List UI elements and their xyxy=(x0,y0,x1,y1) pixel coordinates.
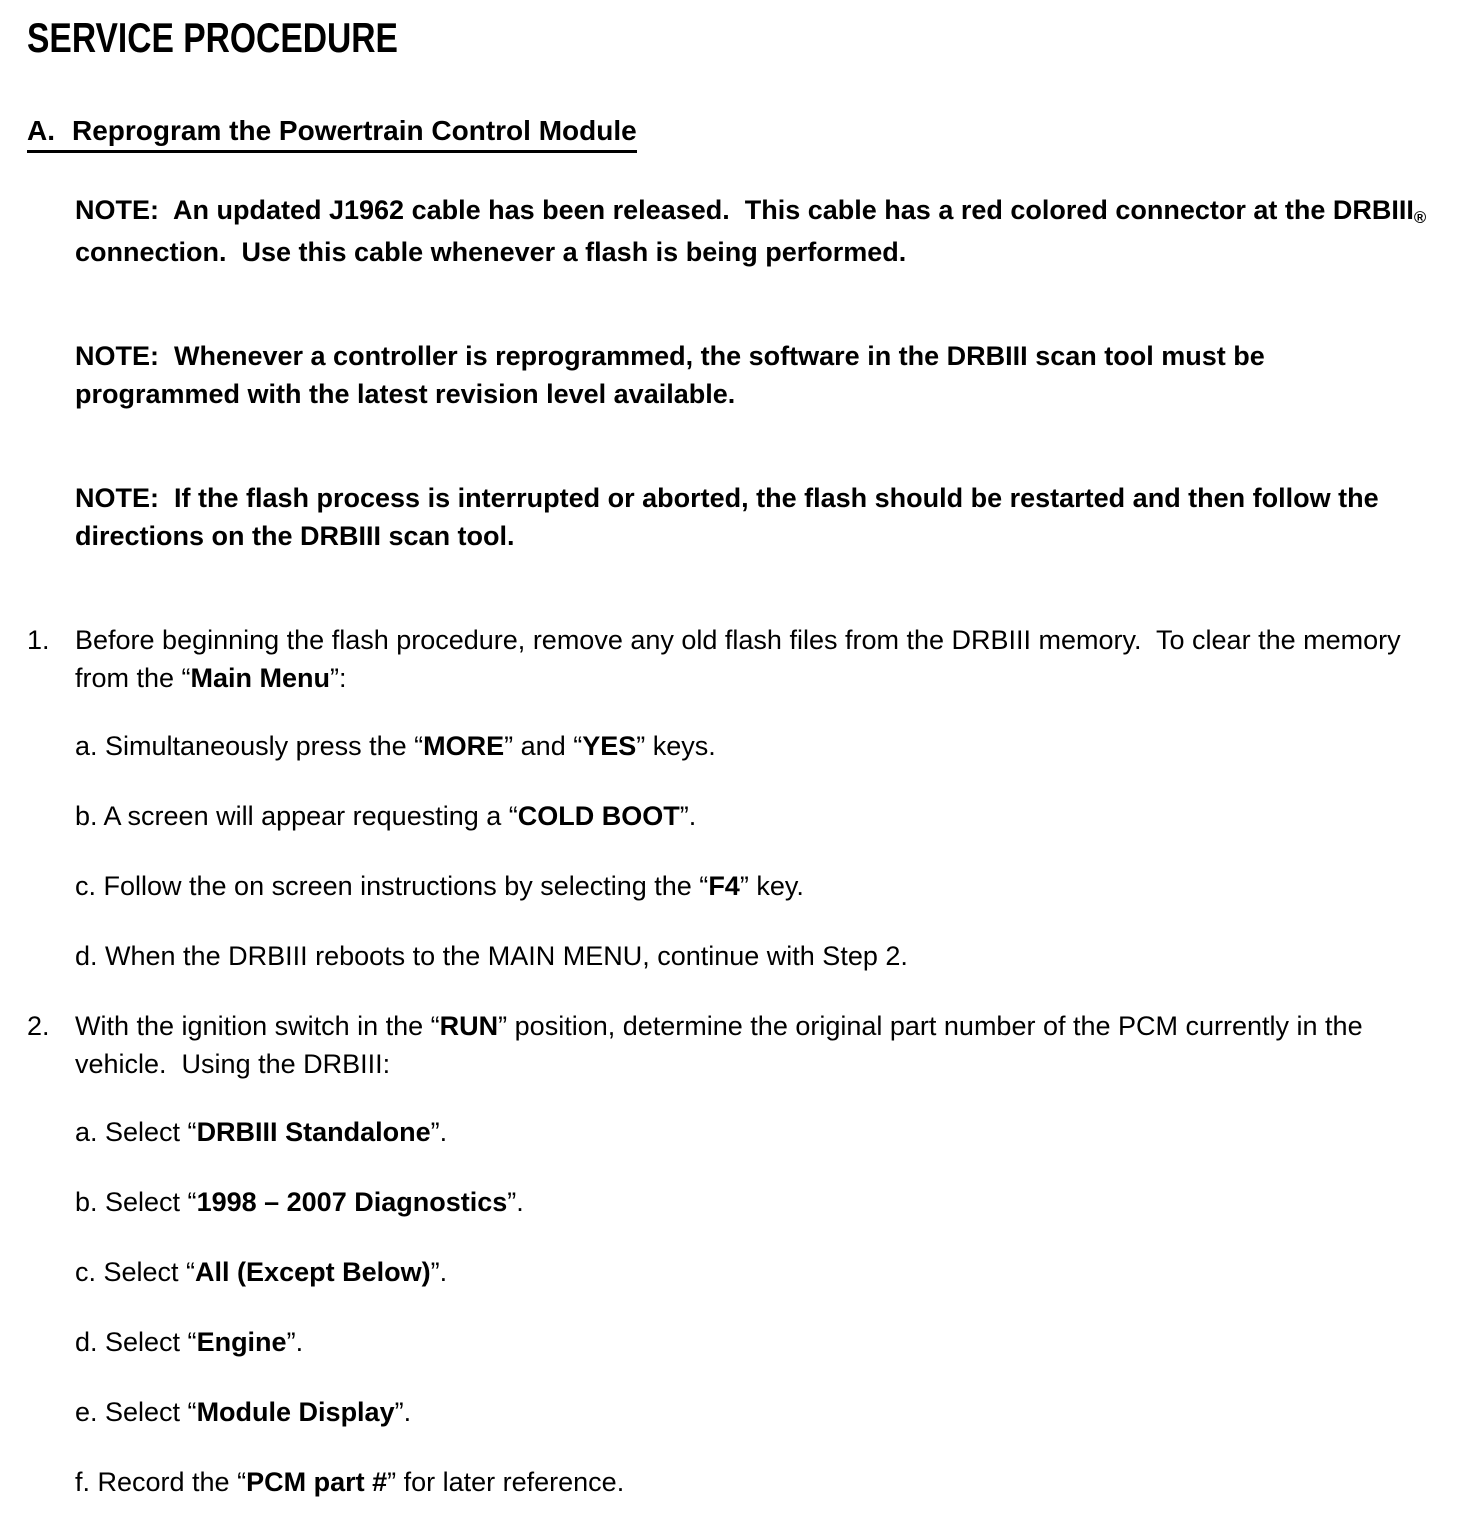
sub-item-2a-bold: DRBIII Standalone xyxy=(196,1117,431,1147)
sub-item-1c-text-end: ” key. xyxy=(739,871,804,901)
sub-item-2b-text: b. Select “ xyxy=(75,1187,197,1217)
sub-item-1d xyxy=(75,937,1395,975)
sub-item-1a-text-mid: ” and “ xyxy=(504,731,583,761)
sub-item-2b-bold: 1998 – 2007 Diagnostics xyxy=(196,1187,508,1217)
section-label: A. xyxy=(27,115,55,146)
notes-block xyxy=(75,191,1434,555)
step-2-sub-list xyxy=(75,1113,1395,1501)
sub-item-2d-text: d. Select “ xyxy=(75,1327,197,1357)
sub-item-2d xyxy=(75,1323,1395,1361)
sub-item-2c-text-end: ”. xyxy=(430,1257,448,1287)
note-1-text-cont: connection. Use this cable whenever a flash is being performed. xyxy=(75,195,1434,267)
sub-item-1a-bold-more: MORE xyxy=(423,731,505,761)
list-item-1-number: 1. xyxy=(27,625,50,655)
sub-item-2f-text-end: ” for later reference. xyxy=(387,1467,625,1497)
sub-item-2c-text: c. Select “ xyxy=(75,1257,196,1287)
list-item-1-text: Before beginning the flash procedure, remove any old flash files from the DRBIII memory. To clear the memory from the “ xyxy=(75,625,1409,693)
sub-item-2d-bold: Engine xyxy=(196,1327,287,1357)
sub-item-1b-text: b. A screen will appear requesting a “ xyxy=(75,801,518,831)
sub-item-2d-text-end: ”. xyxy=(286,1327,304,1357)
note-paragraph-1 xyxy=(75,191,1434,271)
section-title: Reprogram the Powertrain Control Module xyxy=(72,115,637,146)
sub-item-1a-bold-yes: YES xyxy=(582,731,637,761)
sub-item-2c-bold: All (Except Below) xyxy=(195,1257,431,1287)
list-item-1 xyxy=(27,621,1409,697)
sub-item-1a-text: a. Simultaneously press the “ xyxy=(75,731,424,761)
sub-item-2f xyxy=(75,1463,1395,1501)
sub-item-1b-text-end: ”. xyxy=(679,801,697,831)
section-heading xyxy=(27,114,637,153)
sub-item-1d-text: d. When the DRBIII reboots to the MAIN MENU, continue with Step 2. xyxy=(75,941,908,971)
sub-item-2b xyxy=(75,1183,1395,1221)
sub-item-1a xyxy=(75,727,1395,765)
sub-item-1c-text: c. Follow the on screen instructions by selecting the “ xyxy=(75,871,709,901)
sub-item-2e-text-end: ”. xyxy=(394,1397,412,1427)
step-1-sub-list xyxy=(75,727,1395,975)
list-item-2-text: With the ignition switch in the “ xyxy=(75,1011,440,1041)
registered-trademark-symbol: ® xyxy=(1413,207,1427,227)
sub-item-2e-bold: Module Display xyxy=(196,1397,395,1427)
sub-item-2f-bold: PCM part # xyxy=(246,1467,388,1497)
sub-item-2a-text: a. Select “ xyxy=(75,1117,197,1147)
sub-item-1a-text-end: ” keys. xyxy=(636,731,716,761)
sub-item-2c xyxy=(75,1253,1395,1291)
procedure-steps xyxy=(27,621,1432,1501)
sub-item-1c xyxy=(75,867,1395,905)
list-item-2-number: 2. xyxy=(27,1011,50,1041)
sub-item-2a xyxy=(75,1113,1395,1151)
note-paragraph-3: NOTE: If the flash process is interrupted or aborted, the flash should be restarted and then follow the directions on the DRBIII scan tool. xyxy=(75,483,1387,551)
sub-item-1c-bold: F4 xyxy=(708,871,740,901)
note-paragraph-2: NOTE: Whenever a controller is reprogrammed, the software in the DRBIII scan tool must be programmed with the latest revision level available. xyxy=(75,341,1273,409)
sub-item-2b-text-end: ”. xyxy=(507,1187,524,1217)
sub-item-2f-text: f. Record the “ xyxy=(75,1467,247,1497)
sub-item-2e xyxy=(75,1393,1395,1431)
list-item-1-text-cont: ”: xyxy=(330,663,347,693)
list-item-1-bold: Main Menu xyxy=(190,663,331,693)
sub-item-2a-text-end: ”. xyxy=(430,1117,448,1147)
list-item-2-bold: RUN xyxy=(439,1011,499,1041)
sub-item-1b-bold: COLD BOOT xyxy=(517,801,680,831)
sub-item-2e-text: e. Select “ xyxy=(75,1397,197,1427)
list-item-2 xyxy=(27,1007,1405,1083)
sub-item-1b xyxy=(75,797,1395,835)
list-item-2-text-cont: ” position, determine the original part number of the PCM currently in the vehicle. Using the DRBIII: xyxy=(75,1011,1371,1079)
note-1-text: NOTE: An updated J1962 cable has been released. This cable has a red colored connector at the DRBIII xyxy=(75,195,1414,225)
document-title: SERVICE PROCEDURE xyxy=(27,14,398,61)
